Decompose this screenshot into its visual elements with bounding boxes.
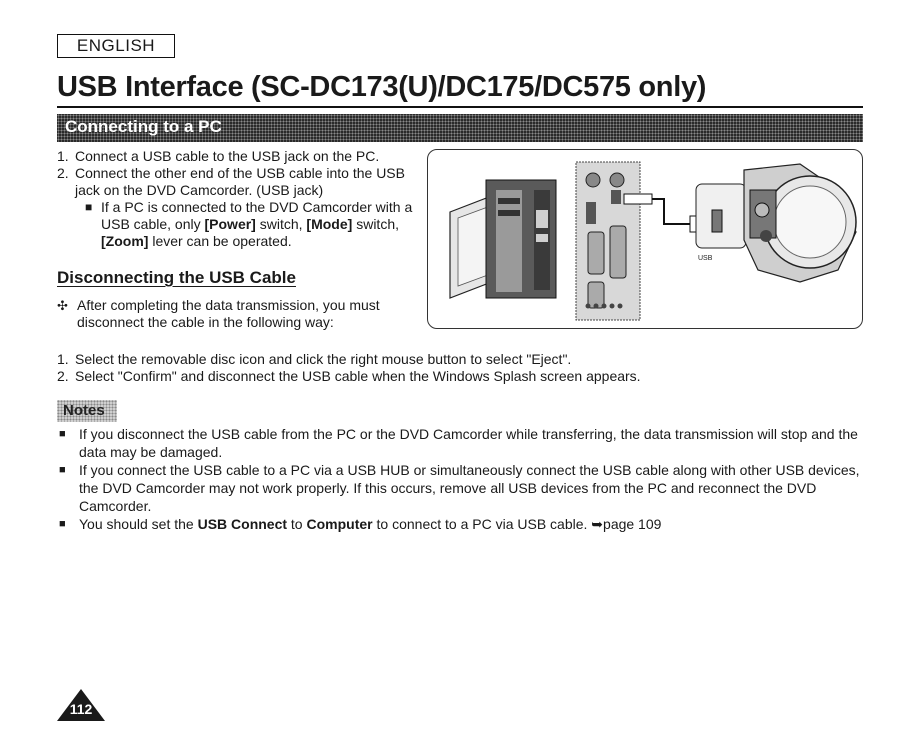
sparkle-icon: ✣	[57, 298, 68, 313]
list-item	[57, 368, 857, 385]
list-item	[57, 165, 417, 250]
step-text: Select the removable disc icon and click the right mouse button to select "Eject".	[75, 351, 572, 367]
step-text: Connect the other end of the USB cable into the USB jack on the DVD Camcorder. (USB jack)	[75, 165, 405, 198]
mode-label: [Mode]	[306, 216, 353, 232]
power-label: [Power]	[204, 216, 256, 232]
note-text: switch,	[352, 216, 399, 232]
title-divider	[57, 106, 863, 108]
bullet-icon: ■	[59, 518, 66, 530]
intro-text: After completing the data transmission, you must disconnect the cable in the following way:	[77, 297, 380, 330]
note-text: If you connect the USB cable to a PC via a USB HUB or simultaneously connect the USB cable along with other USB devices, the DVD Camcorder may not work properly. If this occurs, remove all USB devices from the PC and reconnect the DVD Camcorder.	[79, 462, 860, 514]
bullet-icon: ■	[59, 428, 66, 440]
list-item	[57, 425, 863, 461]
note-text: lever can be operated.	[148, 233, 292, 249]
step-number: 2.	[57, 368, 69, 384]
note-text: You should set the	[79, 516, 198, 532]
list-item	[57, 351, 857, 368]
note-text: If a PC is connected to the DVD Camcorder with a USB cable, only	[101, 199, 413, 232]
step-text: Connect a USB cable to the USB jack on the PC.	[75, 148, 380, 164]
section-heading-bar	[57, 114, 863, 142]
step-number: 2.	[57, 165, 69, 181]
notes-label-text: Notes	[63, 402, 105, 419]
connect-steps	[57, 148, 417, 250]
note-text: switch,	[255, 216, 307, 232]
bullet-icon: ■	[85, 200, 93, 214]
notes-label	[57, 400, 117, 422]
illustration-graphic	[428, 150, 862, 328]
note-text: to connect to a PC via USB cable.	[372, 516, 592, 532]
disconnect-heading: Disconnecting the USB Cable	[57, 268, 296, 287]
page-reference: ➥page 109	[591, 516, 662, 532]
notes-list	[57, 425, 863, 533]
disconnect-intro	[57, 297, 427, 331]
operation-note	[81, 199, 417, 250]
page-number: 112	[69, 701, 93, 717]
list-item	[57, 461, 863, 515]
usb-port-label: USB	[698, 255, 713, 262]
bullet-icon: ■	[59, 464, 66, 476]
page-title: USB Interface (SC-DC173(U)/DC175/DC575 only)	[57, 71, 707, 103]
list-item	[57, 148, 417, 165]
page-number-badge	[56, 688, 106, 722]
disconnect-steps	[57, 351, 857, 385]
usb-connection-illustration	[427, 149, 863, 329]
note-text: to	[287, 516, 307, 532]
section-heading: Connecting to a PC	[65, 117, 222, 136]
step-text: Select "Confirm" and disconnect the USB cable when the Windows Splash screen appears.	[75, 368, 641, 384]
language-tag: ENGLISH	[57, 34, 175, 58]
step-number: 1.	[57, 351, 69, 367]
note-text: If you disconnect the USB cable from the PC or the DVD Camcorder while transferring, the data transmission will stop and the data may be damaged.	[79, 426, 858, 460]
list-item	[57, 515, 863, 533]
zoom-label: [Zoom]	[101, 233, 149, 249]
step-number: 1.	[57, 148, 69, 164]
computer-label: Computer	[306, 516, 373, 532]
usb-connect-label: USB Connect	[197, 516, 288, 532]
